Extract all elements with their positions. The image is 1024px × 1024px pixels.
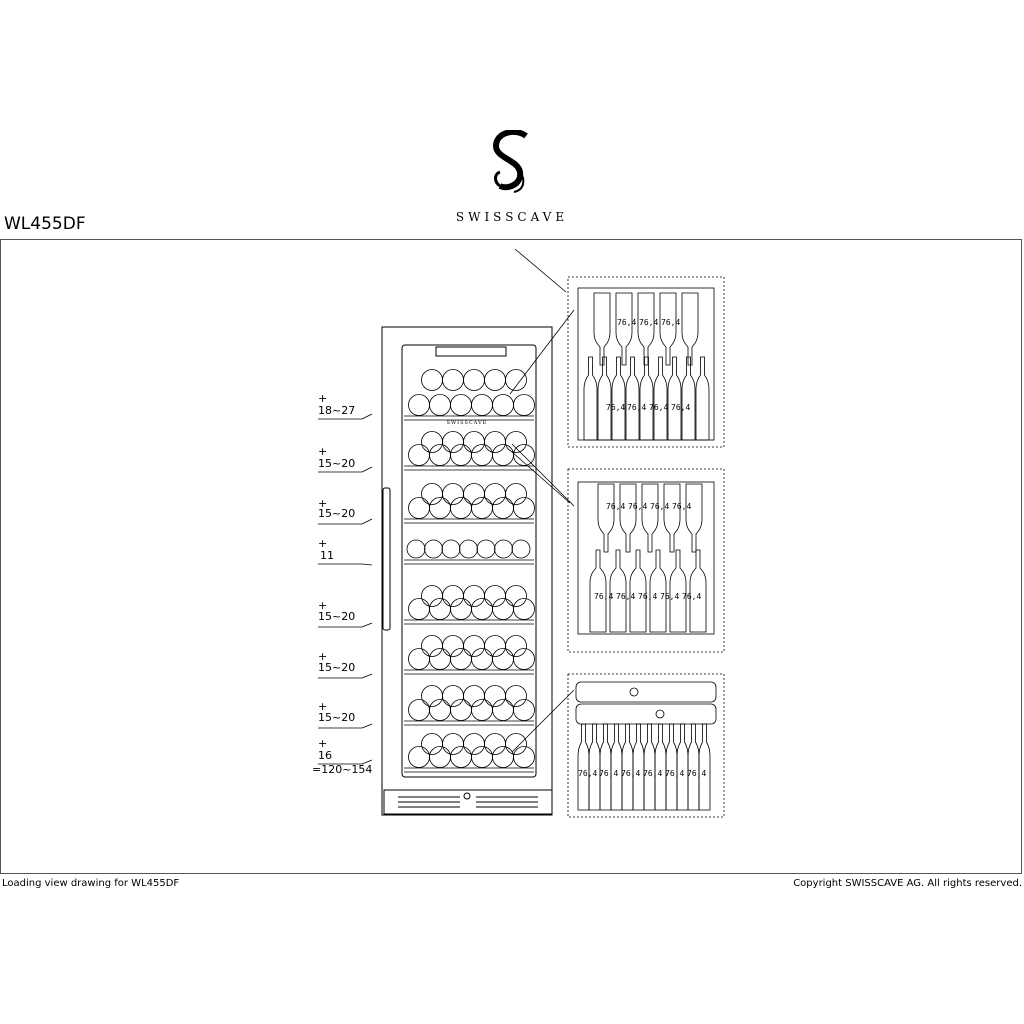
bottle-end bbox=[493, 395, 514, 416]
bottle-end bbox=[430, 395, 451, 416]
bottle-end bbox=[493, 649, 514, 670]
bottle-end bbox=[409, 395, 430, 416]
shelf-label-value: 11 bbox=[320, 549, 334, 562]
dimension-label: 76,4 bbox=[606, 502, 626, 511]
bottle-end bbox=[409, 700, 430, 721]
bottle-end bbox=[430, 649, 451, 670]
bottle-outline bbox=[664, 484, 680, 552]
detail-leader bbox=[515, 249, 566, 292]
bottle-cap bbox=[630, 688, 638, 696]
bottle-end bbox=[409, 498, 430, 519]
bottle-end bbox=[409, 599, 430, 620]
dimension-label: 76,4 bbox=[628, 502, 648, 511]
shelf-label-plus: + bbox=[318, 497, 328, 510]
bottle-end bbox=[464, 734, 485, 755]
shelf-label-4 bbox=[318, 537, 334, 562]
bottle-outline bbox=[622, 724, 633, 810]
bottle-end bbox=[443, 586, 464, 607]
bottle-outline bbox=[598, 484, 614, 552]
bottle-end bbox=[430, 747, 451, 768]
bottle-outline bbox=[686, 484, 702, 552]
shelf-label-3 bbox=[318, 497, 355, 520]
dimension-label: 76,4 bbox=[578, 769, 598, 778]
wine-shelf bbox=[404, 734, 535, 773]
shelf-label-5 bbox=[318, 599, 355, 623]
lying-bottle bbox=[576, 682, 716, 702]
bottle-end bbox=[495, 540, 513, 558]
dimension-label: 76,4 bbox=[660, 592, 680, 601]
bottle-outline bbox=[626, 357, 639, 440]
detail-leader bbox=[512, 452, 570, 503]
bottle-outline bbox=[594, 293, 610, 365]
leader-line bbox=[362, 623, 372, 627]
bottle-end bbox=[451, 649, 472, 670]
bottle-outline bbox=[650, 550, 666, 632]
bottle-end bbox=[451, 747, 472, 768]
bottle-end bbox=[409, 747, 430, 768]
bottle-end bbox=[514, 599, 535, 620]
shelf-label-1 bbox=[318, 392, 355, 417]
bottle-end bbox=[409, 649, 430, 670]
shelf-label-6 bbox=[318, 650, 355, 674]
leader-line bbox=[362, 467, 372, 472]
bottle-end bbox=[472, 649, 493, 670]
bottle-outline bbox=[589, 724, 600, 810]
leader-line bbox=[362, 414, 372, 419]
shelf-label-value: 15~20 bbox=[318, 711, 356, 724]
bottle-outline bbox=[598, 357, 611, 440]
bottle-end bbox=[464, 370, 485, 391]
bottle-end bbox=[506, 734, 527, 755]
bottle-end bbox=[442, 540, 460, 558]
bottle-end bbox=[485, 586, 506, 607]
bottle-outline bbox=[584, 357, 597, 440]
shelf-label-plus: + bbox=[318, 445, 328, 458]
bottle-outline bbox=[677, 724, 688, 810]
bottle-outline bbox=[655, 724, 666, 810]
detail-view-middle-shelf bbox=[568, 469, 724, 652]
dimension-label: 76,4 bbox=[665, 769, 685, 778]
bottle-outline bbox=[611, 724, 622, 810]
bottle-end bbox=[485, 432, 506, 453]
bottle-end bbox=[464, 432, 485, 453]
shelf-label-value: 15~20 bbox=[318, 457, 356, 470]
bottle-outline bbox=[699, 724, 710, 810]
bottle-end bbox=[512, 540, 530, 558]
copyright-notice: Copyright SWISSCAVE AG. All rights reserved. bbox=[793, 878, 1022, 889]
bottle-outline bbox=[640, 357, 653, 440]
bottle-end bbox=[409, 445, 430, 466]
bottle-end bbox=[451, 395, 472, 416]
dimension-label: 76,4 bbox=[606, 403, 626, 412]
brand-name: SWISSCAVE bbox=[455, 210, 569, 224]
bottle-end bbox=[472, 395, 493, 416]
total-capacity-label: =120~154 bbox=[312, 763, 373, 776]
dimension-label: 76,4 bbox=[687, 769, 707, 778]
shelf-label-plus: + bbox=[318, 650, 328, 663]
detail-leader bbox=[512, 444, 574, 506]
drawing-caption: Loading view drawing for WL455DF bbox=[2, 878, 180, 889]
bottle-outline bbox=[644, 724, 655, 810]
dimension-label: 76,4 bbox=[616, 592, 636, 601]
shelf-label-7 bbox=[318, 700, 355, 724]
bottle-end bbox=[425, 540, 443, 558]
dimension-label: 76,4 bbox=[682, 592, 702, 601]
dimension-label: 76,4 bbox=[638, 592, 658, 601]
shelf-label-value: 15~20 bbox=[318, 610, 356, 623]
bottle-outline bbox=[682, 357, 695, 440]
bottle-outline bbox=[638, 293, 654, 365]
bottle-end bbox=[493, 599, 514, 620]
bottle-outline bbox=[612, 357, 625, 440]
wine-shelf bbox=[404, 586, 535, 625]
bottle-end bbox=[422, 586, 443, 607]
bottle-cap bbox=[656, 710, 664, 718]
bottle-outline bbox=[633, 724, 644, 810]
shelf-label-8 bbox=[318, 737, 332, 762]
model-title: WL455DF bbox=[4, 214, 86, 234]
bottle-end bbox=[443, 734, 464, 755]
bottle-end bbox=[464, 586, 485, 607]
shelf-label-plus: + bbox=[318, 737, 328, 750]
bottle-outline bbox=[590, 550, 606, 632]
shelf-label-value: 15~20 bbox=[318, 507, 356, 520]
dimension-label: 76,4 bbox=[617, 318, 637, 327]
shelf-label-plus: + bbox=[318, 392, 328, 405]
bottle-end bbox=[464, 636, 485, 657]
detail-view-bottom-shelf bbox=[568, 674, 724, 817]
shelf-label-2 bbox=[318, 445, 355, 470]
bottle-end bbox=[506, 586, 527, 607]
bottle-end bbox=[443, 370, 464, 391]
dimension-label: 76,4 bbox=[639, 318, 659, 327]
shelf-label-plus: + bbox=[318, 537, 328, 550]
dimension-label: 76,4 bbox=[672, 502, 692, 511]
bottle-end bbox=[472, 445, 493, 466]
bottle-outline bbox=[682, 293, 698, 365]
cabinet-door bbox=[402, 345, 536, 777]
wine-shelf bbox=[404, 370, 535, 421]
bottle-end bbox=[493, 445, 514, 466]
bottle-outline bbox=[696, 357, 709, 440]
bottle-outline bbox=[630, 550, 646, 632]
bottle-end bbox=[422, 432, 443, 453]
bottle-end bbox=[485, 734, 506, 755]
bottle-outline bbox=[600, 724, 611, 810]
bottle-outline bbox=[666, 724, 677, 810]
wine-shelf bbox=[404, 484, 535, 524]
bottle-end bbox=[477, 540, 495, 558]
bottle-end bbox=[460, 540, 478, 558]
dimension-label: 76,4 bbox=[627, 403, 647, 412]
bottle-end bbox=[422, 636, 443, 657]
bottle-end bbox=[430, 599, 451, 620]
bottle-end bbox=[493, 747, 514, 768]
bottle-end bbox=[514, 395, 535, 416]
bottle-end bbox=[451, 445, 472, 466]
bottle-outline bbox=[660, 293, 676, 365]
bottle-end bbox=[514, 649, 535, 670]
leader-line bbox=[362, 564, 372, 565]
dimension-label: 76,4 bbox=[650, 502, 670, 511]
leader-line bbox=[362, 674, 372, 678]
dimension-label: 76,4 bbox=[599, 769, 619, 778]
bottle-end bbox=[422, 734, 443, 755]
leader-line bbox=[362, 724, 372, 728]
bottle-end bbox=[485, 636, 506, 657]
wine-shelf bbox=[404, 636, 535, 675]
dimension-label: 76,4 bbox=[594, 592, 614, 601]
bottle-end bbox=[407, 540, 425, 558]
bottle-outline bbox=[668, 357, 681, 440]
bottle-outline bbox=[616, 293, 632, 365]
shelf-label-value: 16 bbox=[318, 749, 332, 762]
bottle-outline bbox=[654, 357, 667, 440]
wine-shelf bbox=[404, 432, 535, 471]
control-panel bbox=[436, 347, 506, 356]
bottle-outline bbox=[690, 550, 706, 632]
dimension-label: 76,4 bbox=[661, 318, 681, 327]
bottle-end bbox=[472, 747, 493, 768]
shelf-label-value: 15~20 bbox=[318, 661, 356, 674]
bottle-end bbox=[506, 370, 527, 391]
cabinet-brand: SWISSCAVE bbox=[446, 420, 488, 426]
bottle-end bbox=[422, 370, 443, 391]
bottle-end bbox=[514, 747, 535, 768]
bottle-outline bbox=[578, 724, 589, 810]
bottle-outline bbox=[642, 484, 658, 552]
leader-line bbox=[362, 519, 372, 524]
detail-view-top-shelf bbox=[568, 277, 724, 447]
shelf-label-plus: + bbox=[318, 700, 328, 713]
bottle-end bbox=[506, 636, 527, 657]
bottle-end bbox=[443, 636, 464, 657]
dimension-label: 76,4 bbox=[643, 769, 663, 778]
dimension-label: 76,4 bbox=[621, 769, 641, 778]
bottle-end bbox=[506, 432, 527, 453]
bottle-end bbox=[430, 445, 451, 466]
dimension-label: 76,4 bbox=[671, 403, 691, 412]
bottle-outline bbox=[688, 724, 699, 810]
bottle-end bbox=[443, 432, 464, 453]
wine-shelf bbox=[404, 686, 535, 726]
bottle-outline bbox=[620, 484, 636, 552]
wine-shelf bbox=[404, 540, 534, 564]
bottle-end bbox=[472, 599, 493, 620]
bottle-outline bbox=[610, 550, 626, 632]
lying-bottle bbox=[576, 704, 716, 724]
shelf-label-value: 18~27 bbox=[318, 404, 356, 417]
detail-leader bbox=[510, 310, 574, 394]
door-handle bbox=[383, 488, 390, 630]
dimension-label: 76,4 bbox=[649, 403, 669, 412]
bottle-end bbox=[451, 599, 472, 620]
shelf-label-plus: + bbox=[318, 599, 328, 612]
bottle-end bbox=[485, 370, 506, 391]
bottle-outline bbox=[670, 550, 686, 632]
